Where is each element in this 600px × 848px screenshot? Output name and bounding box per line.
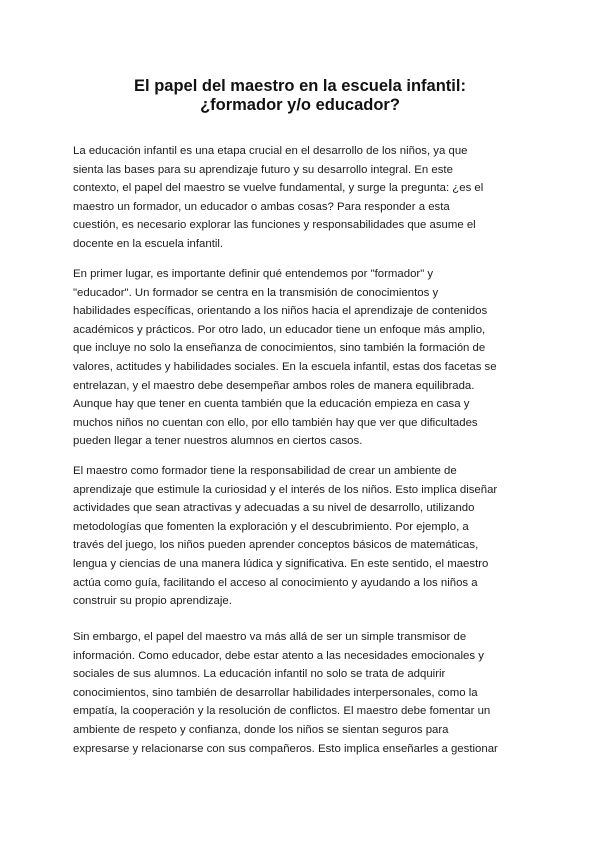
text-line: ambiente de respeto y confianza, donde los niños se sientan seguros para [73,723,449,736]
text-line: actividades que sean atractivas y adecuadas a su nivel de desarrollo, utilizando [73,502,475,515]
text-line: valores, actitudes y habilidades sociales. En la escuela infantil, estas dos facetas se [73,360,497,373]
text-line: aprendizaje que estimule la curiosidad y el interés de los niños. Esto implica diseñar [73,483,498,496]
text-line: contexto, el papel del maestro se vuelve fundamental, y surge la pregunta: ¿es el [73,182,484,195]
text-line: En primer lugar, es importante definir qué entendemos por "formador" y [73,268,434,280]
text-line: expresarse y relacionarse con sus compañeros. Esto implica enseñarles a gestionar [73,742,498,755]
text-line: construir su propio aprendizaje. [73,595,232,608]
text-line: lengua y ciencias de una manera lúdica y significativa. En este sentido, el maestro [73,557,489,570]
text-line: empatía, la cooperación y la resolución de conflictos. El maestro debe fomentar un [73,705,491,718]
document-title-line-1: El papel del maestro en la escuela infantil: [134,77,466,95]
text-line: actúa como guía, facilitando el acceso al conocimiento y ayudando a los niños a [73,576,478,589]
text-line: habilidades específicas, orientando a los niños hacia el aprendizaje de contenidos [73,305,488,318]
text-line: información. Como educador, debe estar atento a las necesidades emocionales y [73,649,484,662]
text-line: Aunque hay que tener en cuenta también que la educación empieza en casa y [73,398,470,411]
text-line: metodologías que fomenten la exploración y el descubrimiento. Por ejemplo, a [73,520,469,533]
text-line: cuestión, es necesario explorar las funciones y responsabilidades que asume el [73,219,476,232]
text-line: La educación infantil es una etapa crucial en el desarrollo de los niños, ya que [73,145,468,157]
text-line: muchos niños no cuentan con ello, por ello también hay que ver que dificultades [73,416,478,429]
paragraph-2 [73,265,533,451]
paragraph-4 [73,628,533,758]
text-line: sociales de sus alumnos. La educación infantil no solo se trata de adquirir [73,668,446,681]
text-line: docente en la escuela infantil. [73,237,224,250]
document-title-line-2: ¿formador y/o educador? [200,96,400,114]
text-line: conocimientos, sino también de desarrollar habilidades interpersonales, como la [73,686,478,699]
text-line: Sin embargo, el papel del maestro va más allá de ser un simple transmisor de [73,631,467,643]
text-line: pueden llegar a tener nuestros alumnos en ciertos casos. [73,435,363,448]
text-line: académicos y prácticos. Por otro lado, un educador tiene un enfoque más amplio, [73,323,486,336]
paragraph-1 [73,142,533,254]
paragraph-3 [73,462,533,611]
text-line: "educador". Un formador se centra en la transmisión de conocimientos y [73,286,439,299]
text-line: que incluye no solo la enseñanza de conocimientos, sino también la formación de [73,342,486,355]
text-line: maestro un formador, un educador o ambas cosas? Para responder a esta [73,200,450,213]
text-line: través del juego, los niños pueden aprender conceptos básicos de matemáticas, [73,539,479,552]
text-line: sienta las bases para su aprendizaje futuro y su desarrollo integral. En este [73,163,453,176]
text-line: El maestro como formador tiene la responsabilidad de crear un ambiente de [73,465,457,477]
text-line: entrelazan, y el maestro debe desempeñar ambos roles de manera equilibrada. [73,379,475,392]
